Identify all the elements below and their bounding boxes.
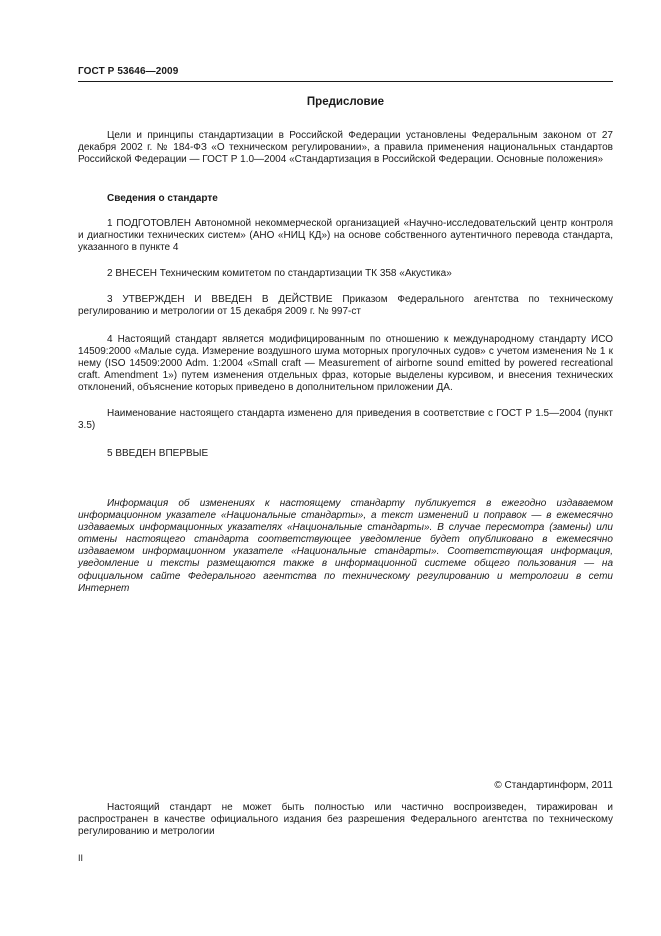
intro-paragraph: Цели и принципы стандартизации в Российской Федерации установлены Федеральным законом от 27 декабря 2002 г. № 184-ФЗ «О техническом регулировании», а правила применения национальных стандартов Российской Федерации — ГОСТ Р 1.0—2004 «Стандартизация в Российской Федерации. Основные положения» [78, 130, 613, 166]
standard-code: ГОСТ Р 53646—2009 [78, 66, 179, 77]
copyright-line: © Стандартинформ, 2011 [494, 780, 613, 791]
changes-notice: Информация об изменениях к настоящему стандарту публикуется в ежегодно издаваемом информационном указателе «Национальные стандарты», а текст изменений и поправок — в ежемесячно издаваемых информационных указателях «Национальные стандарты». В случае пересмотра (замены) или отмены настоящего стандарта соответствующее уведомление будет опубликовано в ежемесячно издаваемом информационном указателе «Национальные стандарты». Соответствующая информация, уведомление и тексты размещаются также в информационной системе общего пользования — на официальном сайте Федерального агентства по техническому регулированию и метрологии в сети Интернет [78, 498, 613, 594]
running-header [78, 66, 613, 82]
info-item-1: 1 ПОДГОТОВЛЕН Автономной некоммерческой организацией «Научно-исследовательский центр контроля и диагностики технических систем» (АНО «НИЦ КД») на основе собственного аутентичного перевода стандарта, указанного в пункте 4 [78, 218, 613, 254]
reproduction-notice: Настоящий стандарт не может быть полностью или частично воспроизведен, тиражирован и распространен в качестве официального издания без разрешения Федерального агентства по техническому регулированию и метрологии [78, 802, 613, 838]
info-item-2: 2 ВНЕСЕН Техническим комитетом по стандартизации ТК 358 «Акустика» [107, 268, 452, 279]
info-item-4: 4 Настоящий стандарт является модифицированным по отношению к международному стандарту ИСО 14509:2000 «Малые суда. Измерение воздушного шума моторных прогулочных судов» с учетом изменения № 1 к нему (ISO 14509:2000 Adm. 1:2004 «Small craft — Measurement of airborne sound emitted by powered recreational craft. Amendment 1») путем изменения отдельных фраз, которые выделены курсивом, и внесения технических отклонений, объяснение которых приведено в дополнительном приложении ДА. [78, 334, 613, 394]
page-number: II [78, 853, 84, 863]
info-item-5: 5 ВВЕДЕН ВПЕРВЫЕ [107, 448, 209, 459]
info-heading: Сведения о стандарте [107, 193, 218, 204]
info-item-3: 3 УТВЕРЖДЕН И ВВЕДЕН В ДЕЙСТВИЕ Приказом Федерального агентства по техническому регулированию и метрологии от 15 декабря 2009 г. № 997-ст [78, 294, 613, 318]
info-item-4-continuation: Наименование настоящего стандарта изменено для приведения в соответствие с ГОСТ Р 1.5—2004 (пункт 3.5) [78, 408, 613, 432]
page-title: Предисловие [306, 96, 385, 108]
